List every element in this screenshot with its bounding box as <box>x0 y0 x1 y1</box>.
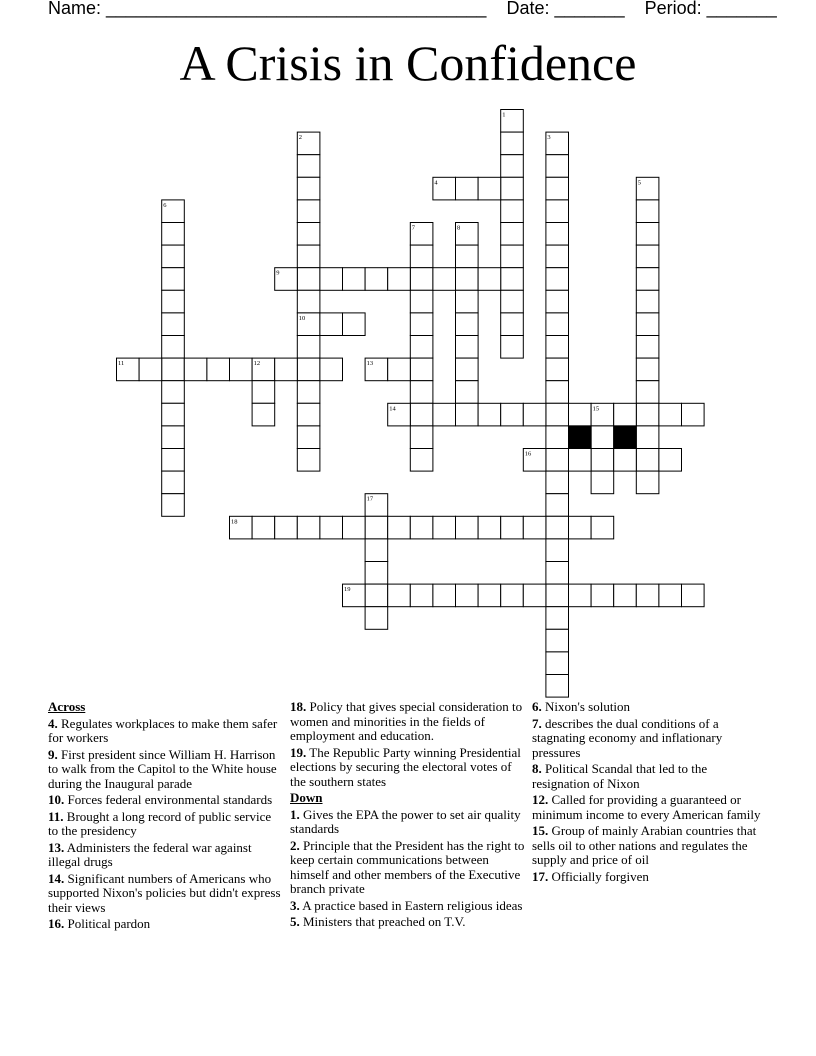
grid-cell[interactable] <box>456 403 479 426</box>
grid-cell[interactable] <box>546 539 569 562</box>
down-heading: Down <box>290 790 323 805</box>
clue-text: Principle that the President has the right to keep certain communications between himself and other members of the Executive branch private <box>290 837 525 896</box>
clue-number: 13. <box>48 839 65 855</box>
grid-cell[interactable] <box>636 268 659 291</box>
cell-number: 13 <box>366 360 374 368</box>
across-clue <box>48 841 283 870</box>
down-clue <box>532 824 767 868</box>
grid-cell[interactable] <box>297 177 320 200</box>
grid-cell[interactable] <box>636 358 659 381</box>
grid-cell[interactable] <box>162 381 185 404</box>
grid-cell[interactable] <box>456 516 479 539</box>
clue-number: 18. <box>290 699 307 714</box>
clue-number: 9. <box>48 746 58 762</box>
date-label: Date: <box>506 0 550 18</box>
grid-cell[interactable] <box>501 155 524 178</box>
grid-cell[interactable] <box>297 336 320 359</box>
grid-cell[interactable] <box>546 268 569 291</box>
down-clue <box>532 793 767 822</box>
grid-cell[interactable] <box>365 607 388 630</box>
period-label: Period: <box>644 0 702 18</box>
grid-cell[interactable] <box>478 177 501 200</box>
grid-cell[interactable] <box>636 449 659 472</box>
clue-text: describes the dual conditions of a stagnating economy and inflationary pressures <box>532 715 723 760</box>
grid-cell[interactable] <box>478 268 501 291</box>
cell-number: 1 <box>502 111 506 119</box>
grid-cell[interactable] <box>546 313 569 336</box>
grid-cell[interactable] <box>591 471 614 494</box>
clue-text: Nixon's solution <box>541 699 631 714</box>
grid-cell[interactable] <box>410 516 433 539</box>
grid-cell[interactable] <box>456 177 479 200</box>
clue-number: 6. <box>532 699 542 714</box>
clue-text: Gives the EPA the power to set air quality standards <box>290 806 521 836</box>
grid-cell[interactable] <box>365 562 388 585</box>
across-clue <box>290 746 525 790</box>
grid-cell[interactable] <box>546 629 569 652</box>
clue-number: 12. <box>532 792 549 807</box>
grid-cell[interactable] <box>162 471 185 494</box>
clues-column-1 <box>48 700 283 934</box>
grid-cell[interactable] <box>478 584 501 607</box>
grid-cell[interactable] <box>297 403 320 426</box>
grid-cell[interactable] <box>365 584 388 607</box>
grid-cell[interactable] <box>410 449 433 472</box>
grid-cell[interactable] <box>252 516 275 539</box>
grid-cell[interactable] <box>501 245 524 268</box>
clue-text: The Republic Party winning Presidential elections by securing the electoral votes of the southern states <box>290 744 521 789</box>
cell-number: 16 <box>524 450 532 458</box>
cell-number: 6 <box>163 201 167 209</box>
grid-cell[interactable] <box>636 471 659 494</box>
grid-cell[interactable] <box>365 516 388 539</box>
clue-number: 11. <box>48 808 64 824</box>
clue-number: 5. <box>290 914 300 929</box>
grid-cell[interactable] <box>501 516 524 539</box>
grid-cell[interactable] <box>456 313 479 336</box>
grid-cell[interactable] <box>297 290 320 313</box>
cell-number: 11 <box>118 360 125 368</box>
black-cell <box>614 426 637 449</box>
cell-number: 17 <box>366 495 374 503</box>
grid-cell[interactable] <box>162 223 185 246</box>
clue-text: Administers the federal war against illegal drugs <box>48 839 252 869</box>
grid-cell[interactable] <box>410 336 433 359</box>
across-clue <box>48 748 283 792</box>
across-heading: Across <box>48 699 86 714</box>
date-field[interactable]: _______ <box>554 0 625 18</box>
grid-cell[interactable] <box>636 223 659 246</box>
clue-text: Regulates workplaces to make them safer for workers <box>48 715 278 745</box>
across-clue <box>48 717 283 746</box>
grid-cell[interactable] <box>546 516 569 539</box>
grid-cell[interactable] <box>546 155 569 178</box>
cell-number: 8 <box>457 224 461 232</box>
grid-cell[interactable] <box>546 290 569 313</box>
grid-cell[interactable] <box>569 403 592 426</box>
down-clue <box>532 717 767 761</box>
grid-cell[interactable] <box>636 290 659 313</box>
grid-cell[interactable] <box>388 268 411 291</box>
grid-cell[interactable] <box>184 358 207 381</box>
across-clue <box>48 810 283 839</box>
grid-cell[interactable] <box>456 358 479 381</box>
grid-cell[interactable] <box>297 449 320 472</box>
clue-number: 4. <box>48 715 58 731</box>
grid-cell[interactable] <box>297 516 320 539</box>
grid-cell[interactable] <box>410 268 433 291</box>
across-clue <box>48 872 283 916</box>
grid-cell[interactable] <box>569 449 592 472</box>
grid-cell[interactable] <box>410 426 433 449</box>
grid-cell[interactable] <box>162 494 185 517</box>
grid-cell[interactable] <box>410 403 433 426</box>
grid-cell[interactable] <box>297 381 320 404</box>
clue-text: Officially forgiven <box>548 868 649 884</box>
grid-cell[interactable] <box>410 245 433 268</box>
clues-column-2 <box>290 700 525 932</box>
grid-cell[interactable] <box>207 358 230 381</box>
grid-cell[interactable] <box>343 268 366 291</box>
grid-cell[interactable] <box>320 313 343 336</box>
grid-cell[interactable] <box>365 268 388 291</box>
grid-cell[interactable] <box>139 358 162 381</box>
grid-cell[interactable] <box>546 675 569 698</box>
clue-text: Political pardon <box>64 916 151 931</box>
grid-cell[interactable] <box>478 403 501 426</box>
across-clue <box>48 917 283 932</box>
grid-cell[interactable] <box>614 449 637 472</box>
cell-number: 18 <box>231 518 238 526</box>
grid-cell[interactable] <box>252 403 275 426</box>
clue-text: Forces federal environmental standards <box>64 792 273 807</box>
grid-cell[interactable] <box>636 200 659 223</box>
grid-cell[interactable] <box>523 403 546 426</box>
grid-cell[interactable] <box>410 313 433 336</box>
cell-number: 10 <box>298 314 306 322</box>
grid-cell[interactable] <box>546 607 569 630</box>
grid-cell[interactable] <box>365 539 388 562</box>
grid-cell[interactable] <box>230 358 253 381</box>
clue-number: 14. <box>48 870 65 886</box>
period-field[interactable]: _______ <box>706 0 777 18</box>
grid-cell[interactable] <box>523 516 546 539</box>
grid-cell[interactable] <box>410 381 433 404</box>
grid-cell[interactable] <box>501 268 524 291</box>
grid-cell[interactable] <box>433 268 456 291</box>
grid-cell[interactable] <box>456 381 479 404</box>
grid-cell[interactable] <box>456 245 479 268</box>
grid-cell[interactable] <box>162 336 185 359</box>
grid-cell[interactable] <box>546 471 569 494</box>
clue-number: 10. <box>48 792 65 807</box>
cell-number: 3 <box>547 134 551 142</box>
grid-cell[interactable] <box>546 494 569 517</box>
clue-number: 3. <box>290 897 300 913</box>
grid-cell[interactable] <box>297 268 320 291</box>
down-clue <box>290 915 525 930</box>
cell-number: 4 <box>434 179 438 187</box>
down-clue <box>290 839 525 897</box>
grid-cell[interactable] <box>659 403 682 426</box>
grid-cell[interactable] <box>297 200 320 223</box>
cell-number: 12 <box>253 360 261 368</box>
grid-cell[interactable] <box>501 313 524 336</box>
grid-cell[interactable] <box>388 516 411 539</box>
grid-cell[interactable] <box>456 290 479 313</box>
grid-cell[interactable] <box>456 584 479 607</box>
clue-text: Brought a long record of public service to the presidency <box>48 808 272 838</box>
clue-text: Political Scandal that led to the resignation of Nixon <box>532 761 708 791</box>
grid-cell[interactable] <box>433 403 456 426</box>
grid-cell[interactable] <box>162 290 185 313</box>
grid-cell[interactable] <box>591 584 614 607</box>
grid-cell[interactable] <box>546 449 569 472</box>
grid-cell[interactable] <box>636 336 659 359</box>
grid-cell[interactable] <box>546 562 569 585</box>
grid-cell[interactable] <box>569 516 592 539</box>
down-clue <box>290 808 525 837</box>
grid-cell[interactable] <box>410 358 433 381</box>
cell-number: 19 <box>344 586 351 594</box>
grid-cell[interactable] <box>501 132 524 155</box>
clues-column-3 <box>532 700 767 886</box>
grid-cell[interactable] <box>659 584 682 607</box>
grid-cell[interactable] <box>591 516 614 539</box>
grid-cell[interactable] <box>297 245 320 268</box>
grid-cell[interactable] <box>456 268 479 291</box>
clue-text: First president since William H. Harrison to walk from the Capitol to the White house during the Inaugural parade <box>48 746 277 791</box>
name-label: Name: <box>48 0 102 18</box>
clue-text: A practice based in Eastern religious ideas <box>299 897 523 913</box>
clue-number: 2. <box>290 837 300 853</box>
clue-number: 15. <box>532 823 549 838</box>
grid-cell[interactable] <box>343 313 366 336</box>
grid-cell[interactable] <box>636 426 659 449</box>
grid-cell[interactable] <box>433 584 456 607</box>
grid-cell[interactable] <box>297 223 320 246</box>
down-clue <box>532 870 767 885</box>
grid-cell[interactable] <box>162 313 185 336</box>
grid-cell[interactable] <box>614 584 637 607</box>
grid-cell[interactable] <box>546 336 569 359</box>
puzzle-title: A Crisis in Confidence <box>179 35 637 91</box>
grid-cell[interactable] <box>388 584 411 607</box>
grid-cell[interactable] <box>320 358 343 381</box>
name-field[interactable]: ______________________________________ <box>106 0 487 18</box>
grid-cell[interactable] <box>546 177 569 200</box>
grid-cell[interactable] <box>501 584 524 607</box>
clue-text: Group of mainly Arabian countries that sells oil to other nations and regulates the supply and price of oil <box>532 823 757 867</box>
grid-cell[interactable] <box>162 449 185 472</box>
grid-cell[interactable] <box>546 200 569 223</box>
clue-text: Significant numbers of Americans who supported Nixon's policies but didn't express their views <box>48 870 281 915</box>
grid-cell[interactable] <box>162 268 185 291</box>
grid-cell[interactable] <box>275 358 298 381</box>
grid-cell[interactable] <box>682 403 705 426</box>
grid-cell[interactable] <box>501 290 524 313</box>
grid-cell[interactable] <box>523 584 546 607</box>
cell-number: 2 <box>298 134 303 142</box>
grid-cell[interactable] <box>320 516 343 539</box>
grid-cell[interactable] <box>636 313 659 336</box>
grid-cell[interactable] <box>591 449 614 472</box>
cell-number: 5 <box>637 179 642 187</box>
across-clue <box>290 700 525 744</box>
cell-number: 9 <box>276 269 280 277</box>
grid-cell[interactable] <box>478 516 501 539</box>
grid-cell[interactable] <box>343 516 366 539</box>
grid-cell[interactable] <box>162 245 185 268</box>
grid-cell[interactable] <box>636 403 659 426</box>
clue-text: Called for providing a guaranteed or minimum income to every American family <box>532 792 761 822</box>
grid-cell[interactable] <box>659 449 682 472</box>
grid-cell[interactable] <box>636 381 659 404</box>
grid-cell[interactable] <box>162 358 185 381</box>
down-clue <box>532 700 767 715</box>
grid-cell[interactable] <box>546 358 569 381</box>
grid-cell[interactable] <box>456 336 479 359</box>
cell-number: 15 <box>592 405 600 413</box>
grid-cell[interactable] <box>501 177 524 200</box>
grid-cell[interactable] <box>501 336 524 359</box>
grid-cell[interactable] <box>546 426 569 449</box>
grid-cell[interactable] <box>546 652 569 675</box>
grid-cell[interactable] <box>501 223 524 246</box>
down-clue <box>290 899 525 914</box>
grid-cell[interactable] <box>682 584 705 607</box>
black-cell <box>569 426 592 449</box>
clue-text: Policy that gives special consideration to women and minorities in the fields of employment and education. <box>290 699 523 743</box>
clue-number: 7. <box>532 715 542 731</box>
grid-cell[interactable] <box>546 584 569 607</box>
grid-cell[interactable] <box>162 403 185 426</box>
grid-cell[interactable] <box>297 426 320 449</box>
clue-number: 8. <box>532 761 542 776</box>
grid-cell[interactable] <box>162 426 185 449</box>
grid-cell[interactable] <box>297 155 320 178</box>
clue-number: 17. <box>532 868 549 884</box>
clue-number: 16. <box>48 916 65 931</box>
grid-cell[interactable] <box>320 268 343 291</box>
grid-cell[interactable] <box>297 358 320 381</box>
grid-cell[interactable] <box>252 381 275 404</box>
clue-number: 1. <box>290 806 300 822</box>
grid-cell[interactable] <box>501 200 524 223</box>
clue-number: 19. <box>290 744 307 760</box>
across-clue <box>48 793 283 808</box>
grid-cell[interactable] <box>410 290 433 313</box>
grid-cell[interactable] <box>591 426 614 449</box>
grid-cell[interactable] <box>546 245 569 268</box>
grid-cell[interactable] <box>546 381 569 404</box>
cell-number: 14 <box>389 405 396 413</box>
clue-text: Ministers that preached on T.V. <box>299 914 466 929</box>
cell-number: 7 <box>411 224 416 232</box>
grid-cell[interactable] <box>569 584 592 607</box>
grid-cell[interactable] <box>546 223 569 246</box>
grid-cell[interactable] <box>636 584 659 607</box>
down-clue <box>532 762 767 791</box>
grid-cell[interactable] <box>636 245 659 268</box>
grid-cell[interactable] <box>614 403 637 426</box>
grid-cell[interactable] <box>388 358 411 381</box>
grid-cell[interactable] <box>501 403 524 426</box>
grid-cell[interactable] <box>275 516 298 539</box>
grid-cell[interactable] <box>546 403 569 426</box>
grid-cell[interactable] <box>410 584 433 607</box>
grid-cell[interactable] <box>433 516 456 539</box>
